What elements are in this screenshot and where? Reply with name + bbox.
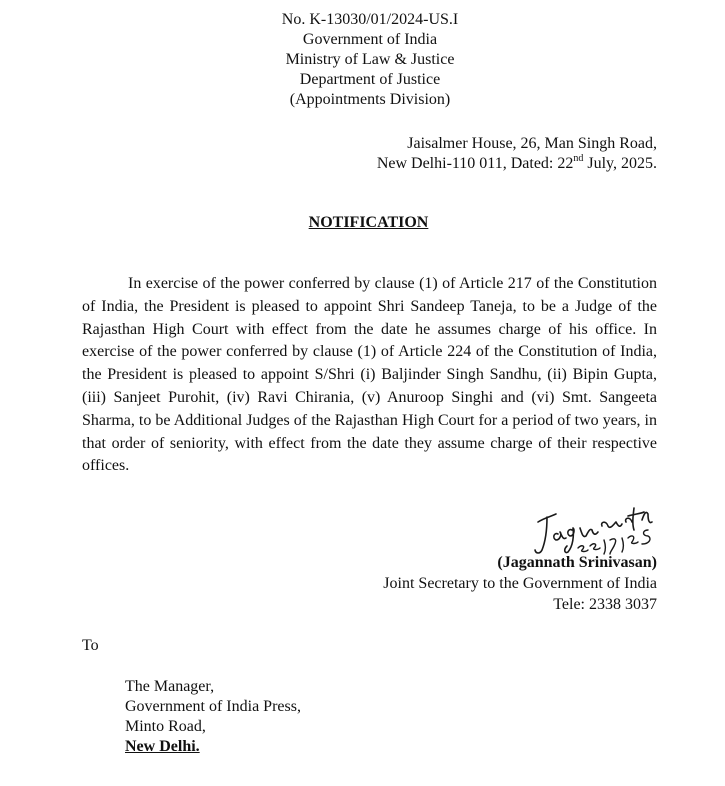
- signatory-designation: Joint Secretary to the Government of India: [383, 575, 657, 592]
- notification-body: In exercise of the power conferred by clause (1) of Article 217 of the Constitution of India, the President is pleased to appoint Shri Sandeep Taneja, to be a Judge of the Rajasthan High Court with effect from the date he assumes charge of his office. In exercise of the power conferred by clause (1) of Article 224 of the Constitution of India, the President is pleased to appoint S/Shri (i) Baljinder Singh Sandhu, (ii) Bipin Gupta, (iii) Sanjeet Purohit, (iv) Ravi Chirania, (v) Anuroop Singhi and (vi) Smt. Sangeeta Sharma, to be Additional Judges of the Rajasthan High Court for a period of two years, in that order of seniority, with effect from the date they assume charge of their respective offices.: [82, 275, 657, 475]
- date-month-year: July, 2025.: [583, 155, 657, 172]
- address-date-line: [377, 154, 657, 174]
- recipient-line-3: Minto Road,: [125, 718, 206, 735]
- address-line-1: Jaisalmer House, 26, Man Singh Road,: [407, 135, 657, 152]
- division-name: (Appointments Division): [289, 91, 451, 108]
- signature-handwritten-name: Jagannath: [530, 500, 534, 501]
- recipient-line-2: Government of India Press,: [125, 698, 301, 715]
- file-number: No. K-13030/01/2024-US.I: [281, 11, 459, 28]
- recipient-line-1: The Manager,: [125, 678, 215, 695]
- to-label: To: [82, 637, 99, 654]
- address-line-2: New Delhi-110 011, Dated: 22: [376, 155, 574, 172]
- notification-title: NOTIFICATION: [308, 214, 429, 231]
- department-name: Department of Justice: [299, 71, 441, 88]
- recipient-address: [125, 677, 301, 757]
- letterhead: [200, 10, 540, 110]
- handwritten-signature: [530, 500, 670, 560]
- ministry-name: Ministry of Law & Justice: [285, 51, 455, 68]
- signatory-name: (Jagannath Srinivasan): [497, 554, 657, 571]
- office-address: [377, 134, 657, 174]
- government-name: Government of India: [302, 31, 438, 48]
- signatory-phone: Tele: 2338 3037: [553, 596, 657, 613]
- recipient-city: New Delhi.: [125, 738, 200, 755]
- date-ordinal: nd: [573, 152, 584, 164]
- signatory: [383, 552, 657, 615]
